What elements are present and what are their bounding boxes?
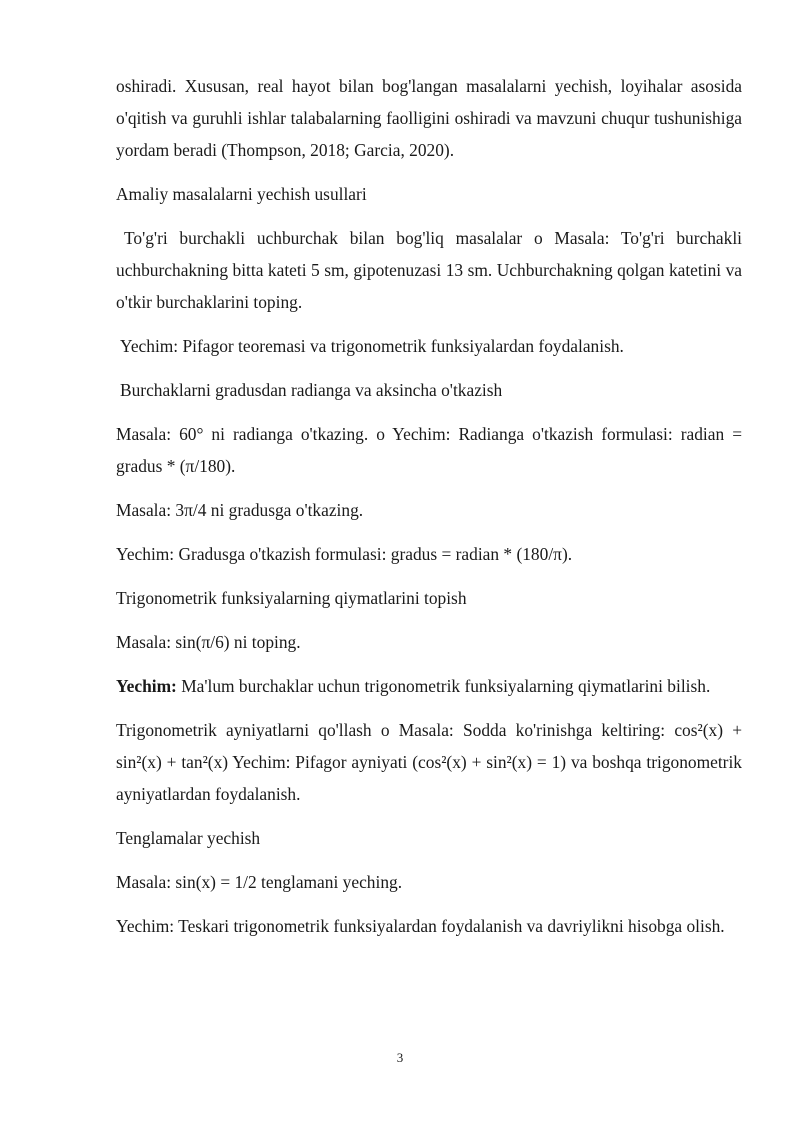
section-heading-equations: Tenglamalar yechish <box>116 828 261 848</box>
section-heading-trig-values: Trigonometrik funksiyalarning qiymatlarini topish <box>116 588 467 608</box>
paragraph-right-triangle-problem: To'g'ri burchakli uchburchak bilan bog'liq masalalar o Masala: To'g'ri burchakli uchburchakning bitta kateti 5 sm, gipotenuzasi 13 sm. Uchburchakning qolgan katetini va o'tkir burchaklarini toping. <box>116 228 742 312</box>
paragraph-trig-identities: Trigonometrik ayniyatlarni qo'llash o Masala: Sodda ko'rinishga keltiring: cos²(x) + sin²(x) + tan²(x) Yechim: Pifagor ayniyati (cos²(x) + sin²(x) = 1) va boshqa trigonometrik ayniyatlardan foydalanish. <box>116 720 742 804</box>
paragraph-problem-3pi-4: Masala: 3π/4 ni gradusga o'tkazing. <box>116 500 364 520</box>
solution-bold-label: Yechim: <box>116 676 177 696</box>
section-heading-practical-methods: Amaliy masalalarni yechish usullari <box>116 184 367 204</box>
paragraph-solution-known-angles <box>116 670 742 702</box>
paragraph-solution-pythagoras: Yechim: Pifagor teoremasi va trigonometrik funksiyalardan foydalanish. <box>120 336 624 356</box>
paragraph-problem-sin-pi-6: Masala: sin(π/6) ni toping. <box>116 632 301 652</box>
paragraph-problem-sin-x: Masala: sin(x) = 1/2 tenglamani yeching. <box>116 872 403 892</box>
document-body <box>116 70 742 942</box>
page-number: 3 <box>396 1050 404 1065</box>
paragraph-problem-60-degrees: Masala: 60° ni radianga o'tkazing. o Yechim: Radianga o'tkazish formulasi: radian = gradus * (π/180). <box>116 424 742 476</box>
section-heading-degree-radian: Burchaklarni gradusdan radianga va aksincha o'tkazish <box>120 380 503 400</box>
paragraph-intro-continuation: oshiradi. Xususan, real hayot bilan bog'langan masalalarni yechish, loyihalar asosida o'qitish va guruhli ishlar talabalarning faolligini oshiradi va mavzuni chuqur tushunishiga yordam beradi (Thompson, 2018; Garcia, 2020). <box>116 76 742 160</box>
paragraph-solution-degree-formula: Yechim: Gradusga o'tkazish formulasi: gradus = radian * (180/π). <box>116 544 573 564</box>
solution-text: Ma'lum burchaklar uchun trigonometrik funksiyalarning qiymatlarini bilish. <box>176 676 711 696</box>
paragraph-solution-inverse-trig: Yechim: Teskari trigonometrik funksiyalardan foydalanish va davriylikni hisobga olish. <box>116 916 725 936</box>
